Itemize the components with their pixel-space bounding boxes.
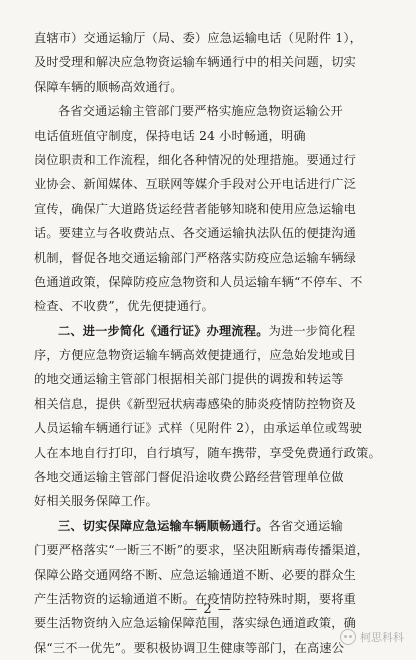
line-text: 相关信息，提供《新型冠状病毒感染的肺炎疫情防控物资及	[34, 396, 357, 411]
text-line	[34, 563, 386, 587]
line-text: 岗位职责和工作流程，细化各种情况的处理措施。要通过行	[34, 152, 357, 167]
text-line	[34, 514, 386, 538]
section-heading: 三、切实保障应急运输车辆顺畅通行。	[58, 518, 269, 533]
watermark	[340, 629, 404, 645]
line-text: 各省交通运输	[268, 518, 343, 533]
text-line	[34, 343, 386, 367]
text-line	[34, 489, 386, 513]
text-line	[34, 50, 386, 74]
line-text: 序，方便应急物资运输车辆高效便捷通行，应急始发地或目	[34, 348, 357, 363]
text-line	[34, 416, 386, 440]
text-line	[34, 75, 386, 99]
line-text: 保障公路交通网络不断、应急运输通道不断、必要的群众生	[34, 567, 357, 582]
line-text: 好相关服务保障工作。	[34, 494, 158, 509]
section-heading: 二、进一步简化《通行证》办理流程。	[58, 323, 269, 338]
line-text: 机制，督促各地交通运输部门严格落实防疫应急运输车辆绿	[34, 250, 357, 265]
text-line	[34, 538, 386, 562]
text-line	[34, 465, 386, 489]
line-text: 及时受理和解决应急物资运输车辆通行中的相关问题，切实	[34, 55, 357, 70]
text-line	[34, 270, 386, 294]
line-text: 业协会、新闻媒体、互联网等媒介手段对公开电话进行广泛	[34, 177, 357, 192]
text-line	[34, 441, 386, 465]
text-line	[34, 636, 386, 660]
line-text: 话。要建立与各收费站点、各交通运输执法队伍的便捷沟通	[34, 226, 357, 241]
text-line	[34, 148, 386, 172]
text-line	[34, 392, 386, 416]
line-text: 各省交通运输主管部门要严格实施应急物资运输公开	[58, 104, 343, 119]
line-text: 产生活物资的运输通道不断。在疫情防控特殊时期，要将重	[34, 591, 357, 606]
line-text: 宣传，确保广大道路货运经营者能够知晓和使用应急运输电	[34, 201, 357, 216]
text-line	[34, 246, 386, 270]
line-text: 各地交通运输主管部门督促沿途收费公路经营管理单位做	[34, 470, 344, 485]
line-text: 的地交通运输主管部门根据相关部门提供的调拨和转运等	[34, 372, 344, 387]
line-text: 检查、不收费”，优先便捷通行。	[34, 299, 214, 314]
line-text: 电话值班值守制度，保持电话 24 小时畅通，明确	[34, 128, 306, 143]
text-line	[34, 99, 386, 123]
watermark-text: 柯思科科	[360, 632, 404, 644]
text-line	[34, 197, 386, 221]
line-text: 人员运输车辆通行证》式样（见附件 2），由承运单位或驾驶	[34, 421, 363, 436]
line-text: 人在本地自行打印，自行填写，随车携带，享受免费通行政策。	[34, 445, 381, 460]
text-line	[34, 294, 386, 318]
text-line	[34, 221, 386, 245]
line-text: 色通道政策，保障防疫应急物资和人员运输车辆“不停车、不	[34, 274, 363, 289]
line-text: 为进一步简化程	[268, 323, 356, 338]
text-line	[34, 172, 386, 196]
text-line	[34, 124, 386, 148]
document-body	[34, 26, 386, 660]
line-text: 直辖市）交通运输厅（局、委）应急运输电话（见附件 1），	[34, 31, 363, 45]
page-number: — 2 —	[184, 602, 232, 617]
text-line	[34, 26, 386, 50]
line-text: 保障车辆的顺畅高效通行。	[34, 79, 183, 94]
wechat-icon	[340, 629, 356, 645]
line-text: 保“三不一优先”。要积极协调卫生健康等部门，在高速公	[34, 640, 345, 655]
line-text: 要生活物资纳入应急运输保障范围，落实绿色通道政策，确	[34, 616, 357, 631]
line-text: 门要严格落实“一断三不断”的要求，坚决阻断病毒传播渠道，	[34, 543, 369, 558]
text-line	[34, 319, 386, 343]
text-line	[34, 367, 386, 391]
